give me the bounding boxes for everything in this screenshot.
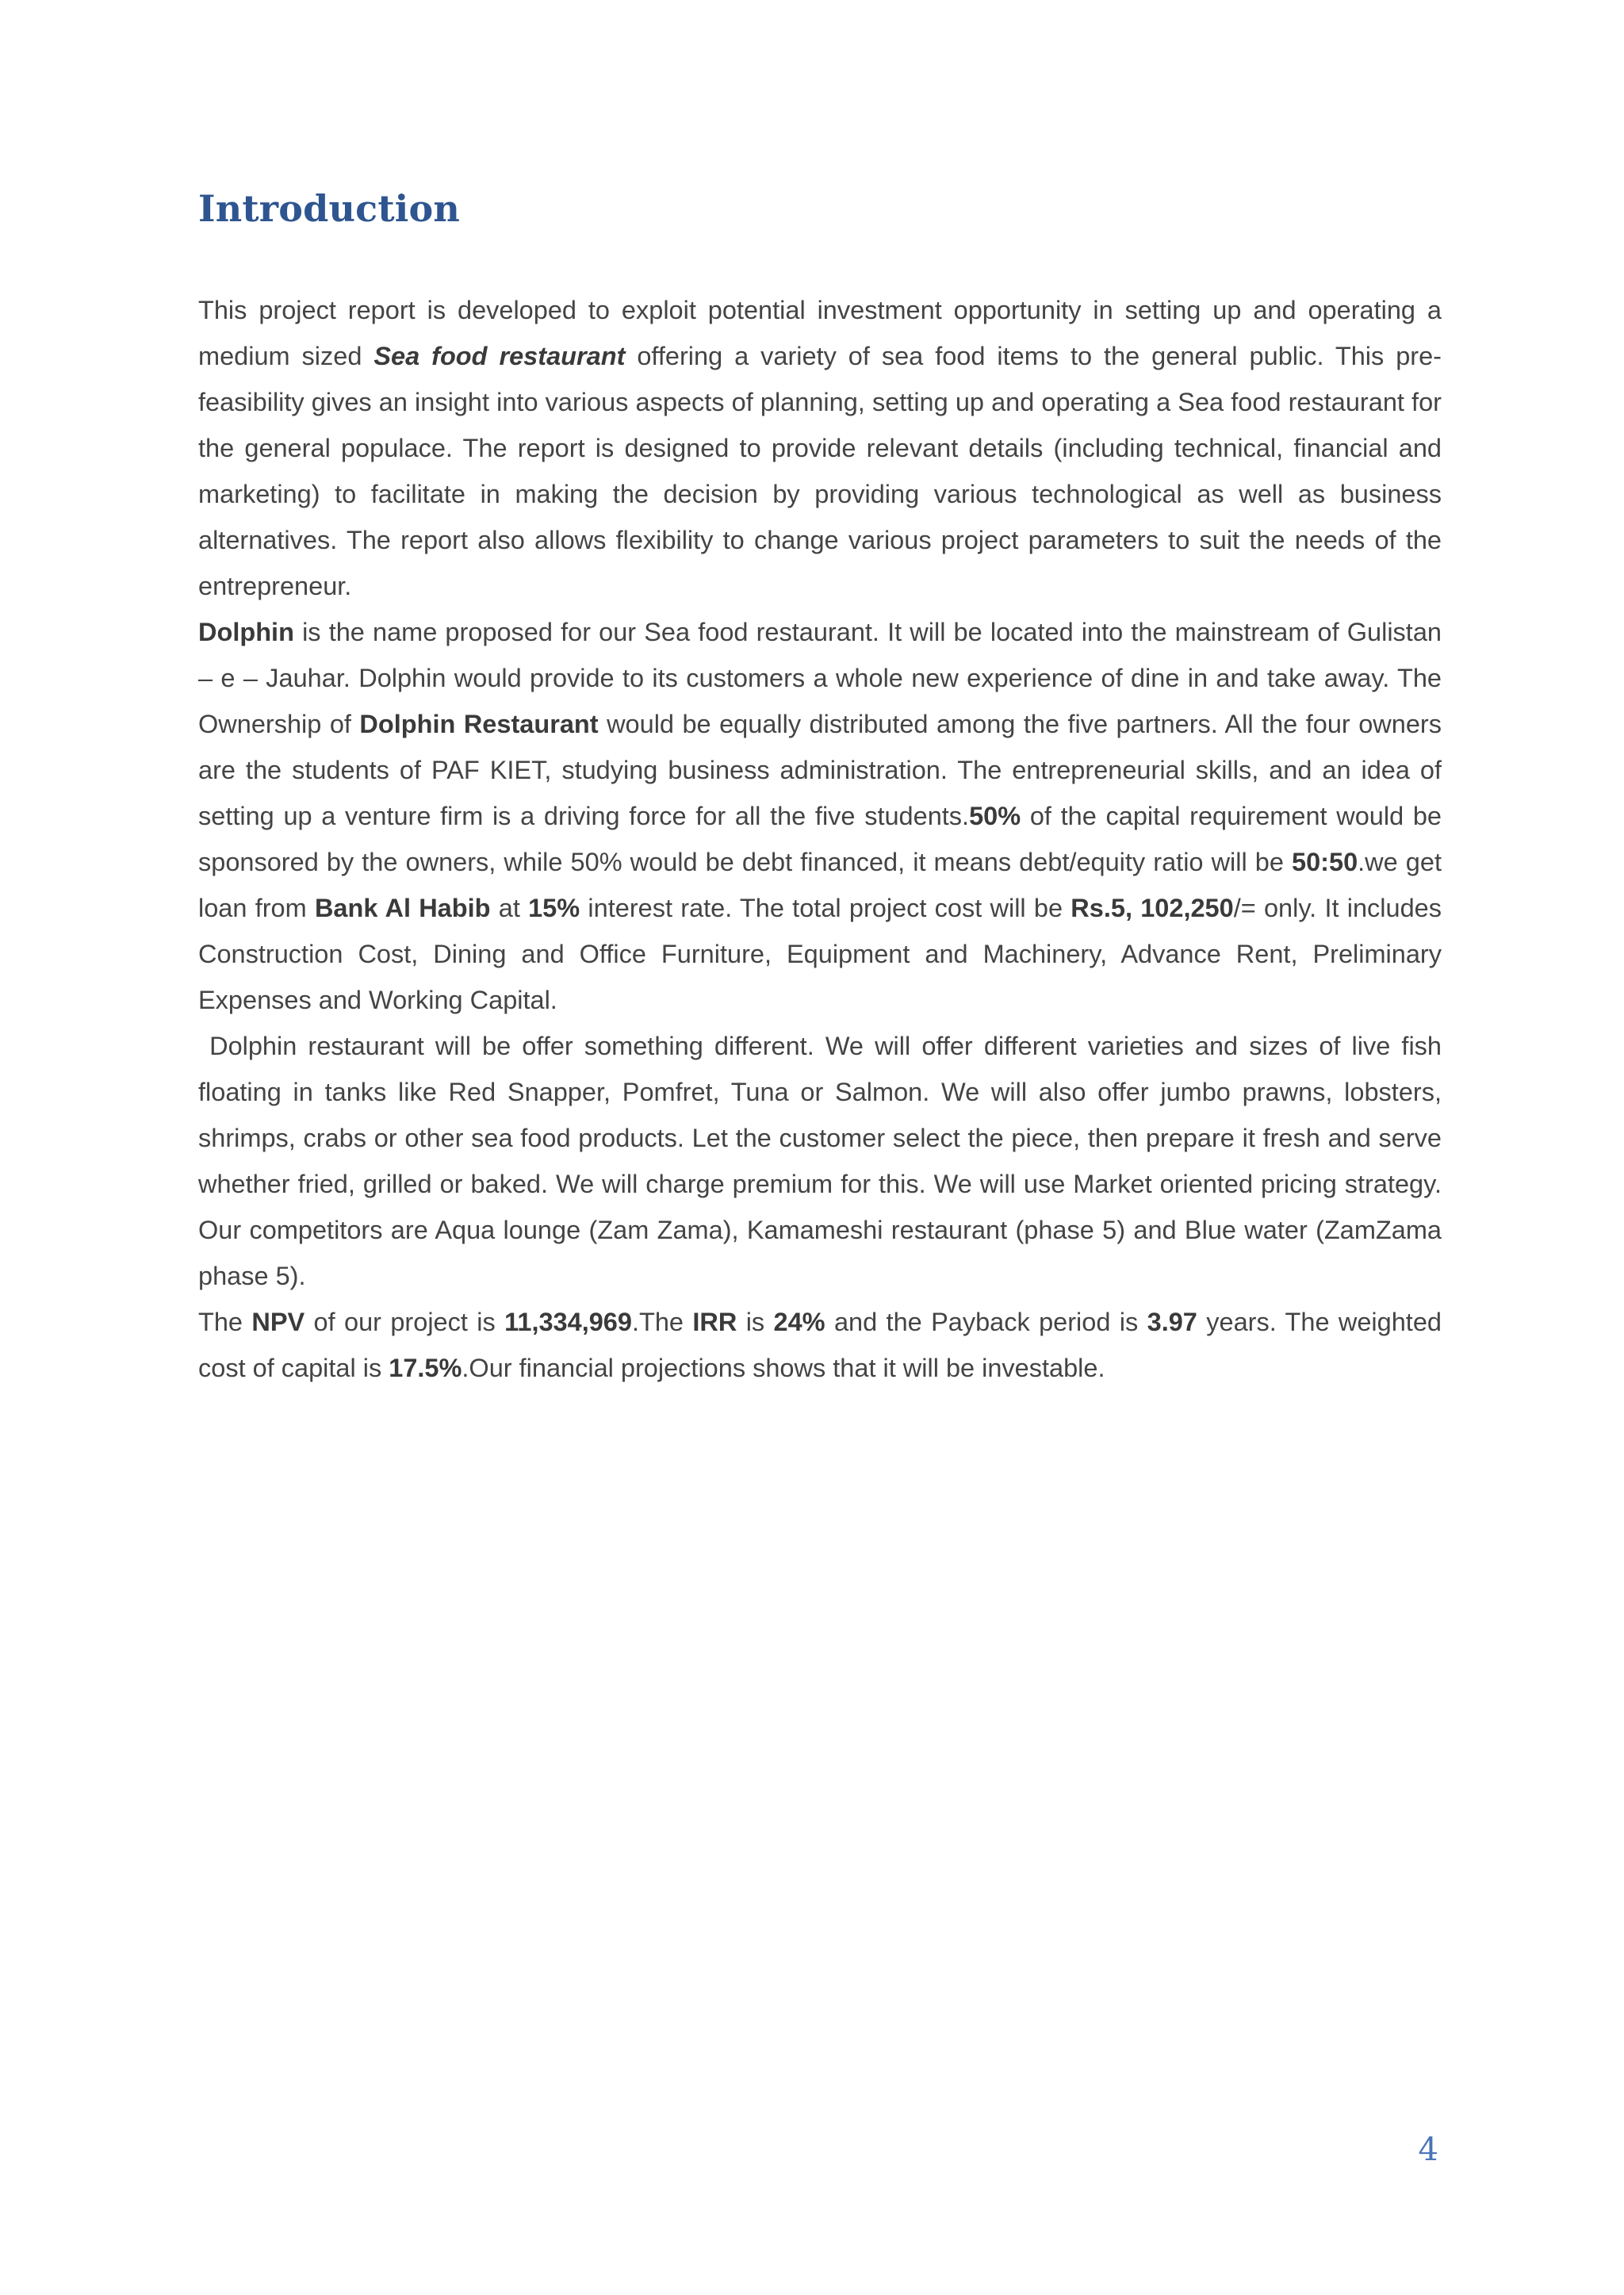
text-run: at <box>490 894 529 922</box>
bold-bank-name: Bank Al Habib <box>314 894 491 922</box>
bold-debt-equity-ratio: 50:50 <box>1292 848 1358 876</box>
paragraph-offerings: Dolphin restaurant will be offer something different. We will offer different varieties and sizes of live fish floating in tanks like Red Snapper, Pomfret, Tuna or Salmon. We will also offer jumbo prawns, lobsters, shrimps, crabs or other sea food products. Let the customer select the piece, then prepare it fresh and serve whether fried, grilled or baked. We will charge premium for this. We will use Market oriented pricing strategy. Our competitors are Aqua lounge (Zam Zama), Kamameshi restaurant (phase 5) and Blue water (ZamZama phase 5). <box>198 1032 1450 1290</box>
bold-irr-label: IRR <box>692 1308 737 1336</box>
bold-npv-value: 11,334,969 <box>504 1308 632 1336</box>
section-heading: Introduction <box>198 187 460 230</box>
bold-wacc-value: 17.5% <box>389 1354 462 1382</box>
bold-irr-value: 24% <box>773 1308 825 1336</box>
text-run: .we get loan from <box>198 848 1442 922</box>
text-run: of our project is <box>304 1308 505 1336</box>
text-run: years. The weighted cost of capital is <box>198 1308 1442 1382</box>
emphasis-restaurant-type: Sea food restaurant <box>373 342 626 370</box>
text-run: This project report is developed to exploit potential investment opportunity in setting up and operating a medium sized <box>198 296 1442 370</box>
paragraph-project-overview <box>198 287 1442 609</box>
text-run: is the name proposed for our Sea food restaurant. It will be located into the mainstream of Gulistan – e – Jauhar. Dolphin would provide to its customers a whole new experience of dine in and take away. The Ownership of <box>198 618 1442 738</box>
text-run: /= only. It includes Construction Cost, Dining and Office Furniture, Equipment and Machinery, Advance Rent, Preliminary Expenses and Working Capital. <box>198 894 1442 1014</box>
page-number: 4 <box>1418 2132 1438 2168</box>
text-run: .The <box>631 1308 693 1336</box>
bold-dolphin-restaurant: Dolphin Restaurant <box>359 710 599 738</box>
paragraph-financial-summary <box>198 1299 1442 1391</box>
bold-equity-share: 50% <box>969 802 1021 830</box>
bold-project-cost: Rs.5, 102,250 <box>1071 894 1234 922</box>
bold-payback-value: 3.97 <box>1147 1308 1197 1336</box>
text-run: would be equally distributed among the five partners. All the four owners are the students of PAF KIET, studying business administration. The entrepreneurial skills, and an idea of setting up a venture firm is a driving force for all the five students. <box>198 710 1442 830</box>
text-run: The <box>198 1308 252 1336</box>
text-run: offering a variety of sea food items to the general public. This pre-feasibility gives an insight into various aspects of planning, setting up and operating a Sea food restaurant for the general populace. The report is designed to provide relevant details (including technical, financial and marketing) to facilitate in making the decision by providing various technological as well as business alternatives. The report also allows flexibility to change various project parameters to suit the needs of the entrepreneur. <box>198 342 1442 600</box>
body-text <box>198 287 1450 1391</box>
text-run: is <box>737 1308 774 1336</box>
text-run: and the Payback period is <box>825 1308 1147 1336</box>
bold-npv-label: NPV <box>251 1308 305 1336</box>
bold-interest-rate: 15% <box>528 894 580 922</box>
text-run: .Our financial projections shows that it will be investable. <box>462 1354 1105 1382</box>
text-run: interest rate. The total project cost will be <box>580 894 1071 922</box>
bold-dolphin: Dolphin <box>198 618 294 646</box>
paragraph-dolphin-details <box>198 609 1442 1023</box>
text-run: of the capital requirement would be sponsored by the owners, while 50% would be debt financed, it means debt/equity ratio will be <box>198 802 1442 876</box>
